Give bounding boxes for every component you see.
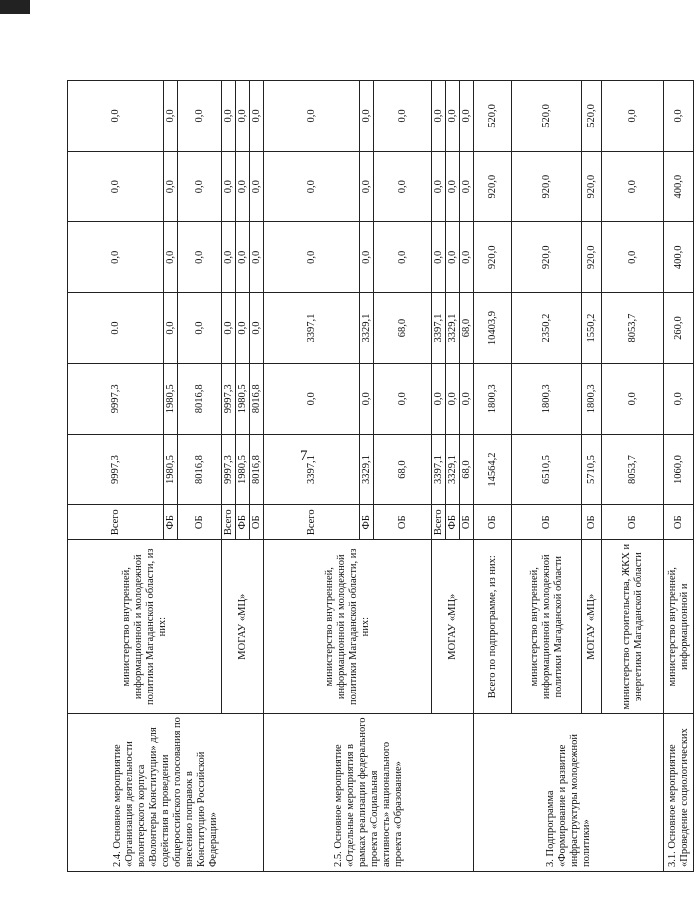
amount-cell: 920,0 bbox=[582, 222, 602, 293]
amount-cell: 920,0 bbox=[512, 151, 582, 222]
event-cell: 2.5. Основное мероприятие «Отдельные мероприятия в рамках реализации федерального проекта «Социальная активность» национального проекта «Образование» bbox=[264, 714, 474, 872]
amount-cell: 9997,3 bbox=[68, 363, 164, 434]
table-row bbox=[68, 81, 164, 872]
amount-cell: 0,0 bbox=[432, 363, 446, 434]
funding-source-cell: ОБ bbox=[664, 505, 694, 540]
amount-cell: 9997,3 bbox=[68, 434, 164, 505]
amount-cell: 0,0 bbox=[446, 363, 460, 434]
amount-cell: 0,0 bbox=[432, 222, 446, 293]
amount-cell: 68,0 bbox=[374, 434, 432, 505]
amount-cell: 0,0 bbox=[432, 151, 446, 222]
amount-cell: 10403,9 bbox=[474, 293, 512, 364]
amount-cell: 0,0 bbox=[374, 222, 432, 293]
amount-cell: 0,0 bbox=[250, 81, 264, 152]
amount-cell: 3397,1 bbox=[432, 293, 446, 364]
amount-cell: 1980,5 bbox=[164, 434, 178, 505]
amount-cell: 0,0 bbox=[664, 363, 694, 434]
amount-cell: 0,0 bbox=[178, 222, 222, 293]
funding-source-cell: Всего bbox=[432, 505, 446, 540]
amount-cell: 8016,8 bbox=[178, 363, 222, 434]
amount-cell: 0,0 bbox=[250, 222, 264, 293]
amount-cell: 8016,8 bbox=[178, 434, 222, 505]
amount-cell: 0,0 bbox=[264, 81, 360, 152]
funding-source-cell: ФБ bbox=[236, 505, 250, 540]
amount-cell: 0,0 bbox=[460, 222, 474, 293]
executor-cell: министерство внутренней, информационной и молодежной политики Магаданской области, из них: bbox=[68, 540, 222, 714]
executor-cell: МОГАУ «МЦ» bbox=[222, 540, 264, 714]
funding-source-cell: ОБ bbox=[460, 505, 474, 540]
amount-cell: 0,0 bbox=[664, 81, 694, 152]
scan-corner-mark bbox=[0, 0, 30, 14]
amount-cell: 0,0 bbox=[164, 151, 178, 222]
amount-cell: 0.0 bbox=[68, 293, 164, 364]
amount-cell: 1800,3 bbox=[512, 363, 582, 434]
funding-source-cell: ОБ bbox=[582, 505, 602, 540]
event-cell: 3.1. Основное мероприятие «Проведение социологических bbox=[664, 714, 694, 872]
executor-cell: МОГАУ «МЦ» bbox=[432, 540, 474, 714]
funding-source-cell: ОБ bbox=[512, 505, 582, 540]
amount-cell: 0,0 bbox=[68, 151, 164, 222]
amount-cell: 8053,7 bbox=[602, 434, 664, 505]
amount-cell: 2350,2 bbox=[512, 293, 582, 364]
funding-source-cell: ОБ bbox=[178, 505, 222, 540]
amount-cell: 0,0 bbox=[460, 363, 474, 434]
amount-cell: 400,0 bbox=[664, 151, 694, 222]
amount-cell: 0,0 bbox=[602, 151, 664, 222]
page-number: 7 bbox=[300, 448, 308, 464]
amount-cell: 0,0 bbox=[164, 222, 178, 293]
amount-cell: 0,0 bbox=[264, 151, 360, 222]
funding-source-cell: ФБ bbox=[360, 505, 374, 540]
amount-cell: 0,0 bbox=[446, 151, 460, 222]
amount-cell: 3397,1 bbox=[264, 293, 360, 364]
amount-cell: 0,0 bbox=[68, 81, 164, 152]
amount-cell: 0,0 bbox=[446, 81, 460, 152]
executor-cell: МОГАУ «МЦ» bbox=[582, 540, 602, 714]
executor-cell: министерство внутренней, информационной и молодежной политики Магаданской области bbox=[512, 540, 582, 714]
amount-cell: 0,0 bbox=[68, 222, 164, 293]
amount-cell: 0,0 bbox=[236, 81, 250, 152]
amount-cell: 3397,1 bbox=[432, 434, 446, 505]
amount-cell: 0,0 bbox=[446, 222, 460, 293]
funding-source-cell: ОБ bbox=[374, 505, 432, 540]
amount-cell: 0,0 bbox=[178, 81, 222, 152]
amount-cell: 0,0 bbox=[222, 222, 236, 293]
amount-cell: 68,0 bbox=[460, 293, 474, 364]
amount-cell: 0,0 bbox=[374, 363, 432, 434]
amount-cell: 0,0 bbox=[360, 363, 374, 434]
amount-cell: 920,0 bbox=[582, 151, 602, 222]
funding-source-cell: ФБ bbox=[164, 505, 178, 540]
amount-cell: 0,0 bbox=[432, 81, 446, 152]
amount-cell: 0,0 bbox=[374, 151, 432, 222]
amount-cell: 920,0 bbox=[474, 151, 512, 222]
amount-cell: 9997,3 bbox=[222, 363, 236, 434]
amount-cell: 0,0 bbox=[264, 222, 360, 293]
amount-cell: 1800,3 bbox=[582, 363, 602, 434]
executor-cell: министерство внутренней, информационной и молодежной политики Магаданской области, из них: bbox=[264, 540, 432, 714]
amount-cell: 0,0 bbox=[222, 293, 236, 364]
amount-cell: 0,0 bbox=[264, 363, 360, 434]
funding-source-cell: Всего bbox=[222, 505, 236, 540]
amount-cell: 3329,1 bbox=[446, 293, 460, 364]
funding-source-cell: Всего bbox=[68, 505, 164, 540]
funding-source-cell: ОБ bbox=[250, 505, 264, 540]
amount-cell: 8016,8 bbox=[250, 363, 264, 434]
amount-cell: 520,0 bbox=[582, 81, 602, 152]
amount-cell: 0,0 bbox=[374, 81, 432, 152]
amount-cell: 5710,5 bbox=[582, 434, 602, 505]
amount-cell: 0,0 bbox=[222, 81, 236, 152]
amount-cell: 9997,3 bbox=[222, 434, 236, 505]
amount-cell: 0,0 bbox=[236, 151, 250, 222]
amount-cell: 0,0 bbox=[236, 293, 250, 364]
event-cell: 3. Подпрограмма «Формирование и развитие инфраструктуры молодежной политики» bbox=[474, 714, 664, 872]
amount-cell: 0,0 bbox=[602, 81, 664, 152]
amount-cell: 1980,5 bbox=[236, 363, 250, 434]
amount-cell: 520,0 bbox=[474, 81, 512, 152]
funding-source-cell: ОБ bbox=[474, 505, 512, 540]
funding-source-cell: ОБ bbox=[602, 505, 664, 540]
executor-cell: министерство внутренней, информационной и bbox=[664, 540, 694, 714]
amount-cell: 3329,1 bbox=[446, 434, 460, 505]
funding-source-cell: Всего bbox=[264, 505, 360, 540]
amount-cell: 68,0 bbox=[460, 434, 474, 505]
funding-source-cell: ФБ bbox=[446, 505, 460, 540]
amount-cell: 8053,7 bbox=[602, 293, 664, 364]
amount-cell: 0,0 bbox=[236, 222, 250, 293]
amount-cell: 260,0 bbox=[664, 293, 694, 364]
amount-cell: 14564,2 bbox=[474, 434, 512, 505]
amount-cell: 1980,5 bbox=[164, 363, 178, 434]
amount-cell: 0,0 bbox=[460, 81, 474, 152]
amount-cell: 0,0 bbox=[178, 151, 222, 222]
amount-cell: 68,0 bbox=[374, 293, 432, 364]
amount-cell: 0,0 bbox=[222, 151, 236, 222]
executor-cell: министерство строительства, ЖКХ и энергетики Магаданской области bbox=[602, 540, 664, 714]
amount-cell: 1800,3 bbox=[474, 363, 512, 434]
amount-cell: 1550,2 bbox=[582, 293, 602, 364]
amount-cell: 0,0 bbox=[164, 293, 178, 364]
amount-cell: 0,0 bbox=[460, 151, 474, 222]
amount-cell: 920,0 bbox=[474, 222, 512, 293]
amount-cell: 0,0 bbox=[250, 293, 264, 364]
table-row bbox=[474, 81, 512, 872]
amount-cell: 3329,1 bbox=[360, 293, 374, 364]
amount-cell: 0,0 bbox=[360, 81, 374, 152]
executor-cell: Всего по подпрограмме, из них: bbox=[474, 540, 512, 714]
amount-cell: 0,0 bbox=[360, 222, 374, 293]
amount-cell: 3397,1 bbox=[264, 434, 360, 505]
table-row bbox=[264, 81, 360, 872]
amount-cell: 8016,8 bbox=[250, 434, 264, 505]
amount-cell: 0,0 bbox=[164, 81, 178, 152]
event-cell: 2.4. Основное мероприятие «Организация деятельности волонтерского корпуса «Волонтеры Конституции» для содействия в проведении общероссийского голосования по внесению поправок в Конституцию Российской Федерации» bbox=[68, 714, 264, 872]
amount-cell: 6510,5 bbox=[512, 434, 582, 505]
amount-cell: 400,0 bbox=[664, 222, 694, 293]
amount-cell: 920,0 bbox=[512, 222, 582, 293]
amount-cell: 1060,0 bbox=[664, 434, 694, 505]
amount-cell: 0,0 bbox=[602, 363, 664, 434]
table-row bbox=[664, 81, 694, 872]
amount-cell: 0,0 bbox=[602, 222, 664, 293]
amount-cell: 3329,1 bbox=[360, 434, 374, 505]
amount-cell: 0,0 bbox=[178, 293, 222, 364]
amount-cell: 520,0 bbox=[512, 81, 582, 152]
amount-cell: 1980,5 bbox=[236, 434, 250, 505]
budget-table bbox=[67, 80, 694, 872]
amount-cell: 0,0 bbox=[250, 151, 264, 222]
table-rotated-container bbox=[67, 80, 690, 872]
amount-cell: 0,0 bbox=[360, 151, 374, 222]
